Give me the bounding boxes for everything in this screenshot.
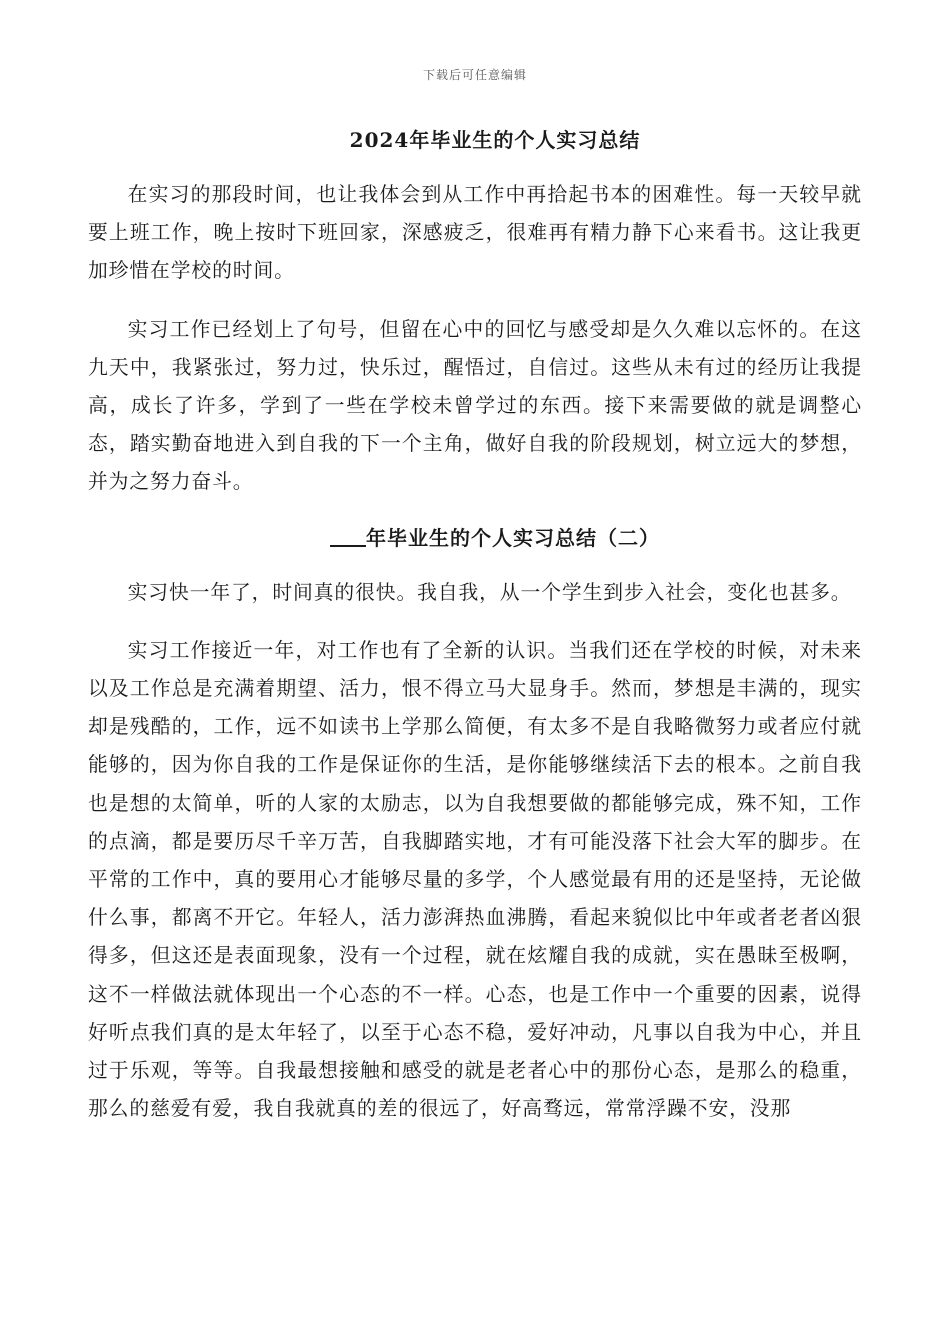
section2-paragraph-2: 实习工作接近一年，对工作也有了全新的认识。当我们还在学校的时候，对未来以及工作总是充满着期望、活力，恨不得立马大显身手。然而，梦想是丰满的，现实却是残酷的，工作，远不如读书上学那么简便，有太多不是自我略微努力或者应付就能够的，因为你自我的工作是保证你的生活，是你能够继续活下去的根本。之前自我也是想的太简单，听的人家的太励志，以为自我想要做的都能够完成，殊不知，工作的点滴，都是要历尽千辛万苦，自我脚踏实地，才有可能没落下社会大军的脚步。在平常的工作中，真的要用心才能够尽量的多学，个人感觉最有用的还是坚持，无论做什么事，都离不开它。年轻人，活力澎湃热血沸腾，看起来貌似比中年或者老者凶狠得多，但这还是表面现象，没有一个过程，就在炫耀自我的成就，实在愚昧至极啊，这不一样做法就体现出一个心态的不一样。心态，也是工作中一个重要的因素，说得好听点我们真的是太年轻了，以至于心态不稳，爱好冲动，凡事以自我为中心，并且过于乐观，等等。自我最想接触和感受的就是老者心中的那份心态，是那么的稳重，那么的慈爱有爱，我自我就真的差的很远了，好高骛远，常常浮躁不安，没那: [88, 638, 862, 1121]
section2-title-text: 年毕业生的个人实习总结（二）: [366, 525, 660, 550]
section1-paragraph-1: 在实习的那段时间，也让我体会到从工作中再拾起书本的困难性。每一天较早就要上班工作，晚上按时下班回家，深感疲乏，很难再有精力静下心来看书。这让我更加珍惜在学校的时间。: [88, 183, 862, 283]
section1-title: 2024年毕业生的个人实习总结: [349, 128, 641, 152]
document-body: [88, 122, 862, 1128]
header-note: 下载后可任意编辑: [422, 68, 527, 82]
year-blank: [330, 525, 366, 547]
section2-paragraph-1: 实习快一年了，时间真的很快。我自我，从一个学生到步入社会，变化也甚多。: [127, 580, 852, 604]
section1-paragraph-2: 实习工作已经划上了句号，但留在心中的回忆与感受却是久久难以忘怀的。在这九天中，我紧张过，努力过，快乐过，醒悟过，自信过。这些从未有过的经历让我提高，成长了许多，学到了一些在学校未曾学过的东西。接下来需要做的就是调整心态，踏实勤奋地进入到自我的下一个主角，做好自我的阶段规划，树立远大的梦想，并为之努力奋斗。: [88, 317, 862, 494]
section2-title: [128, 520, 862, 556]
